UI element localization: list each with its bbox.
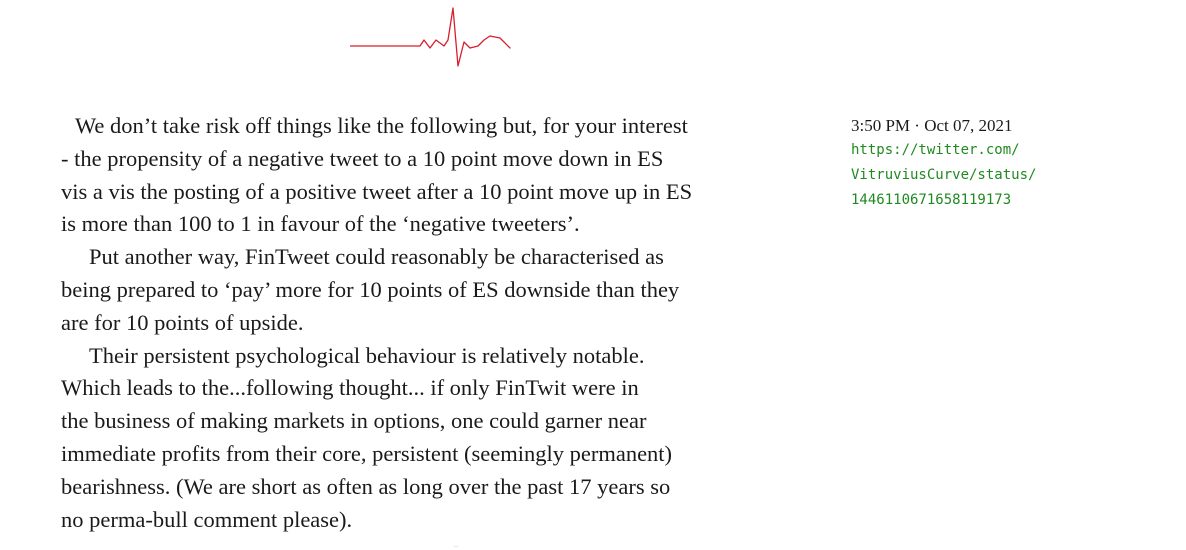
text-line: Their persistent psychological behaviour is relatively notable. [89,342,645,368]
tweet-timestamp: 3:50 PM · Oct 07, 2021 [851,116,1013,135]
paragraph-1 [61,110,801,241]
article-body [61,110,801,536]
text-line: are for 10 points of upside. [61,309,304,335]
tweet-sidenote [851,114,1171,213]
text-line: We don’t take risk off things like the following but, for your interest [75,113,688,138]
text-line: Which leads to the...following thought... if only FinTwit were in [61,375,639,401]
tweet-link-line[interactable]: VitruviusCurve/status/ [851,167,1037,183]
text-line: vis a vis the posting of a positive tweet after a 10 point move up in ES [61,178,693,204]
text-line: bearishness. (We are short as often as long over the past 17 years so [61,473,671,499]
text-line: Put another way, FinTweet could reasonably be characterised as [89,244,664,270]
page-mark [454,546,458,547]
text-line: is more than 100 to 1 in favour of the ‘negative tweeters’. [61,211,580,237]
text-line: the business of making markets in options, one could garner near [61,408,647,434]
tweet-link-line[interactable]: 1446110671658119173 [851,192,1012,208]
paragraph-2 [61,241,801,339]
tweet-link-line[interactable]: https://twitter.com/ [851,142,1020,158]
heartbeat-line-icon [350,6,515,68]
text-line: no perma-bull comment please). [61,506,353,532]
text-line: - the propensity of a negative tweet to a 10 point move down in ES [61,145,664,171]
paragraph-3 [61,340,801,537]
text-line: immediate profits from their core, persistent (seemingly permanent) [61,440,673,466]
text-line: being prepared to ‘pay’ more for 10 points of ES downside than they [61,276,680,302]
tweet-link[interactable] [851,138,1171,213]
